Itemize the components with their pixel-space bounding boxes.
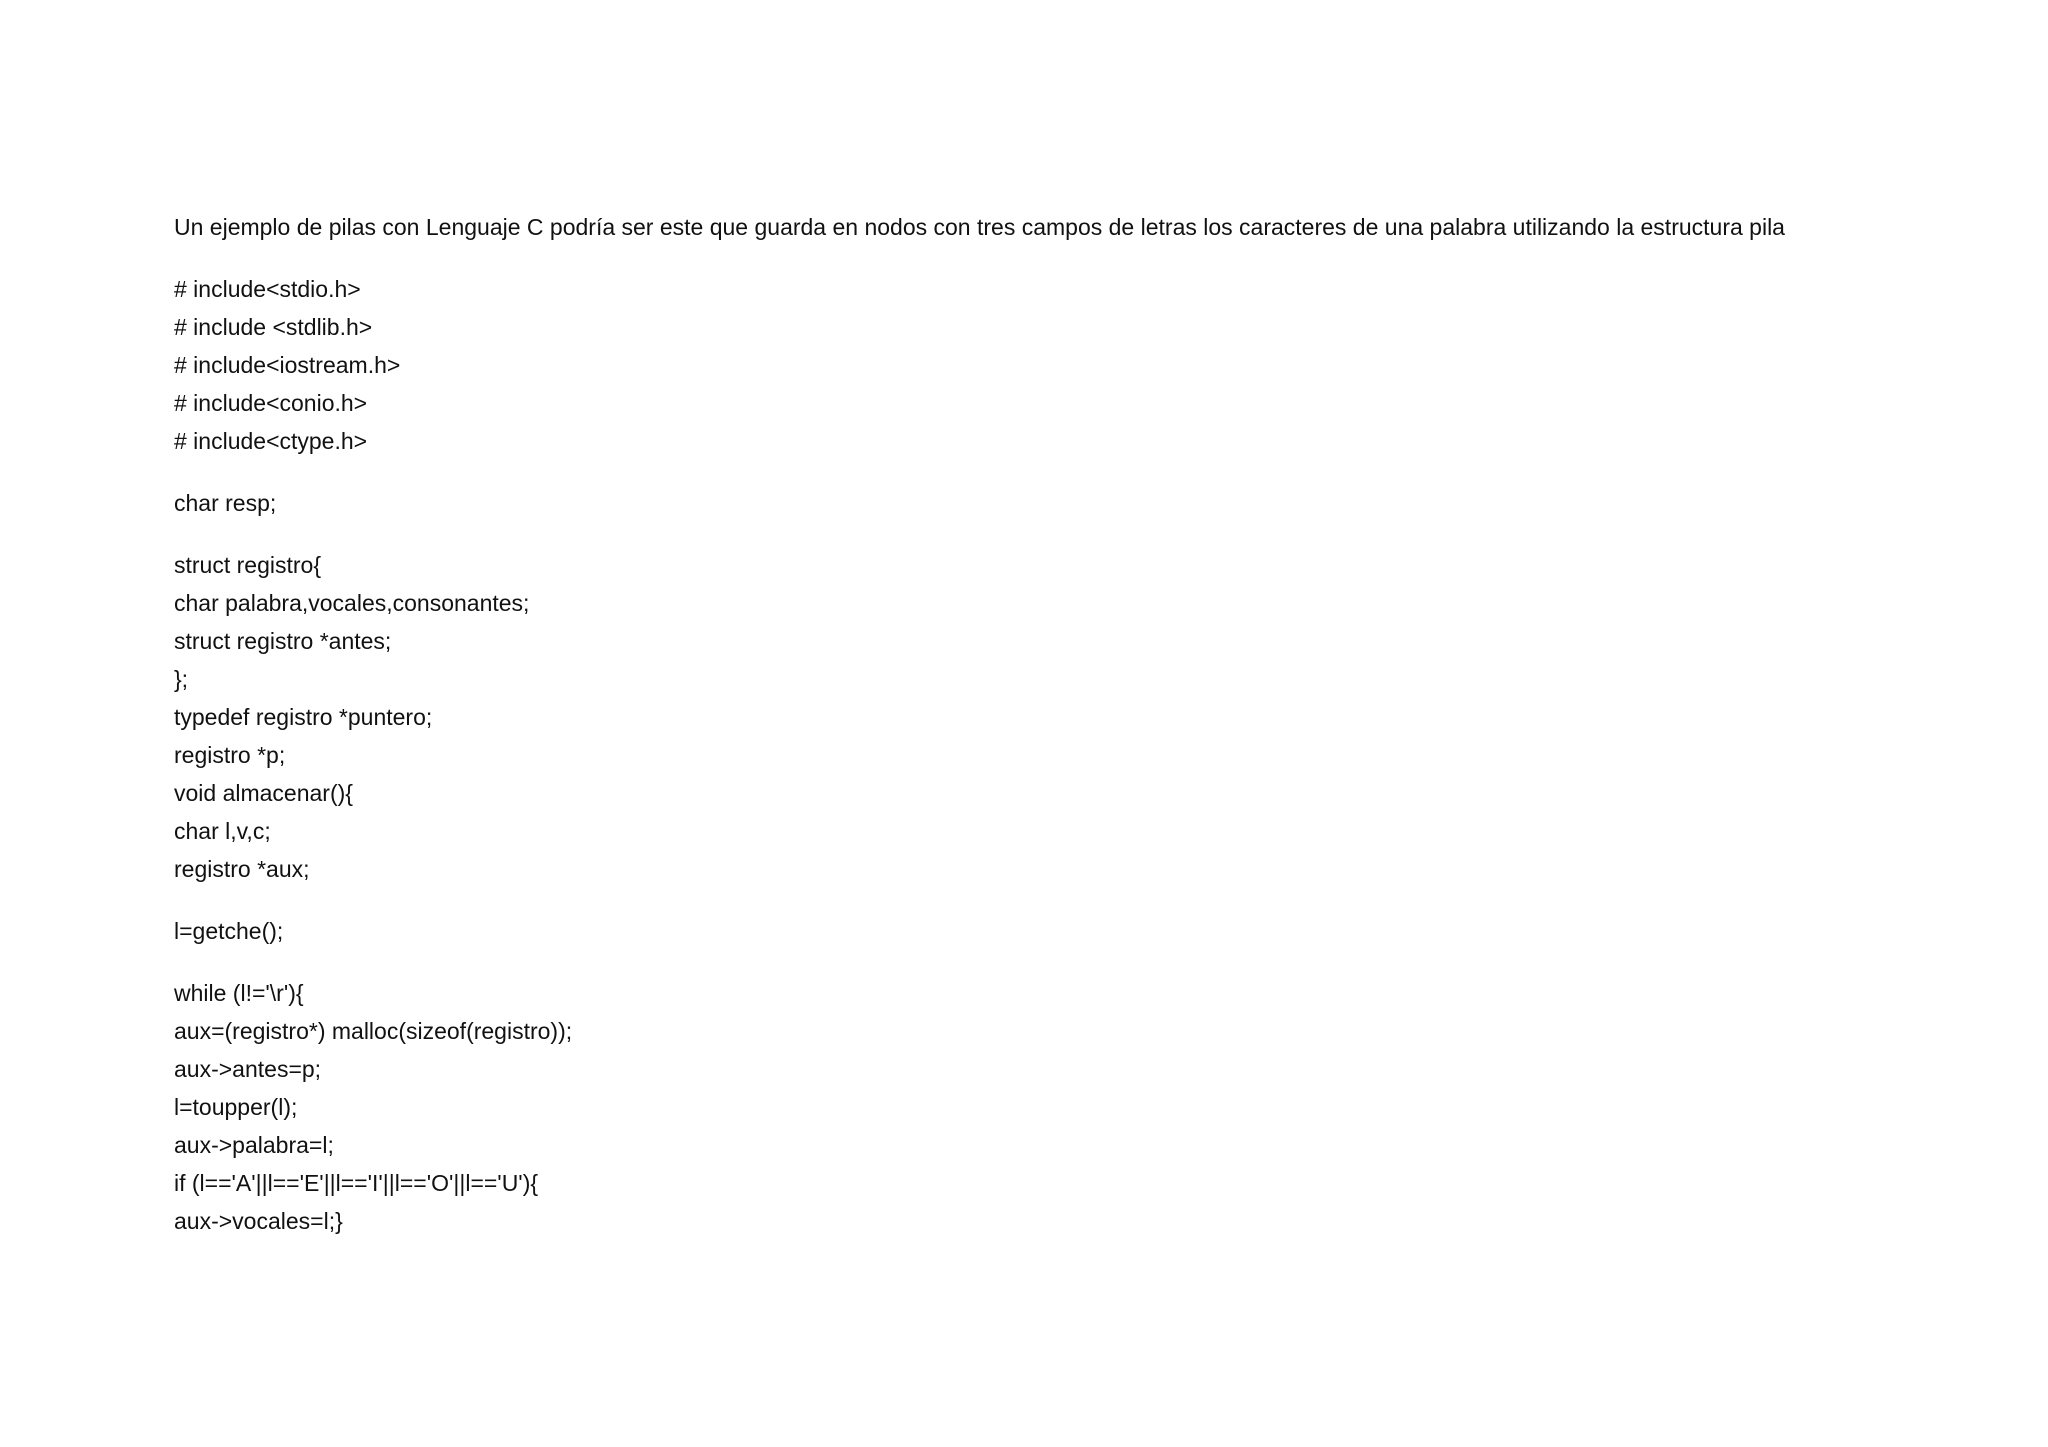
code-line: aux->vocales=l;} [174, 1208, 343, 1234]
code-line: if (l=='A'||l=='E'||l=='I'||l=='O'||l=='U'){ [174, 1170, 539, 1196]
code-block-struct-and-function [174, 546, 2014, 888]
code-line: aux->palabra=l; [174, 1132, 334, 1158]
code-line: # include<conio.h> [174, 390, 368, 416]
code-block-read-char [174, 912, 2014, 950]
code-line: aux=(registro*) malloc(sizeof(registro)); [174, 1018, 573, 1044]
code-line: struct registro *antes; [174, 628, 392, 654]
code-block-includes [174, 270, 2014, 460]
code-line: registro *aux; [174, 856, 310, 882]
intro-paragraph: Un ejemplo de pilas con Lenguaje C podría ser este que guarda en nodos con tres campos de letras los caracteres de una palabra utilizando la estructura pila [174, 214, 1785, 240]
code-line: struct registro{ [174, 552, 321, 578]
document-content [174, 208, 2014, 1240]
code-line: char palabra,vocales,consonantes; [174, 590, 530, 616]
code-line: typedef registro *puntero; [174, 704, 433, 730]
code-line: l=toupper(l); [174, 1094, 298, 1120]
code-line: # include <stdlib.h> [174, 314, 373, 340]
code-line: }; [174, 666, 189, 692]
code-block-while-loop [174, 974, 2014, 1240]
code-line: l=getche(); [174, 918, 284, 944]
code-line: # include<ctype.h> [174, 428, 368, 454]
code-line: char l,v,c; [174, 818, 271, 844]
code-line: # include<stdio.h> [174, 276, 361, 302]
code-line: while (l!='\r'){ [174, 980, 304, 1006]
code-line: void almacenar(){ [174, 780, 353, 806]
code-line: registro *p; [174, 742, 286, 768]
code-line: aux->antes=p; [174, 1056, 322, 1082]
code-line: # include<iostream.h> [174, 352, 401, 378]
code-block-global-var [174, 484, 2014, 522]
code-line: char resp; [174, 490, 277, 516]
